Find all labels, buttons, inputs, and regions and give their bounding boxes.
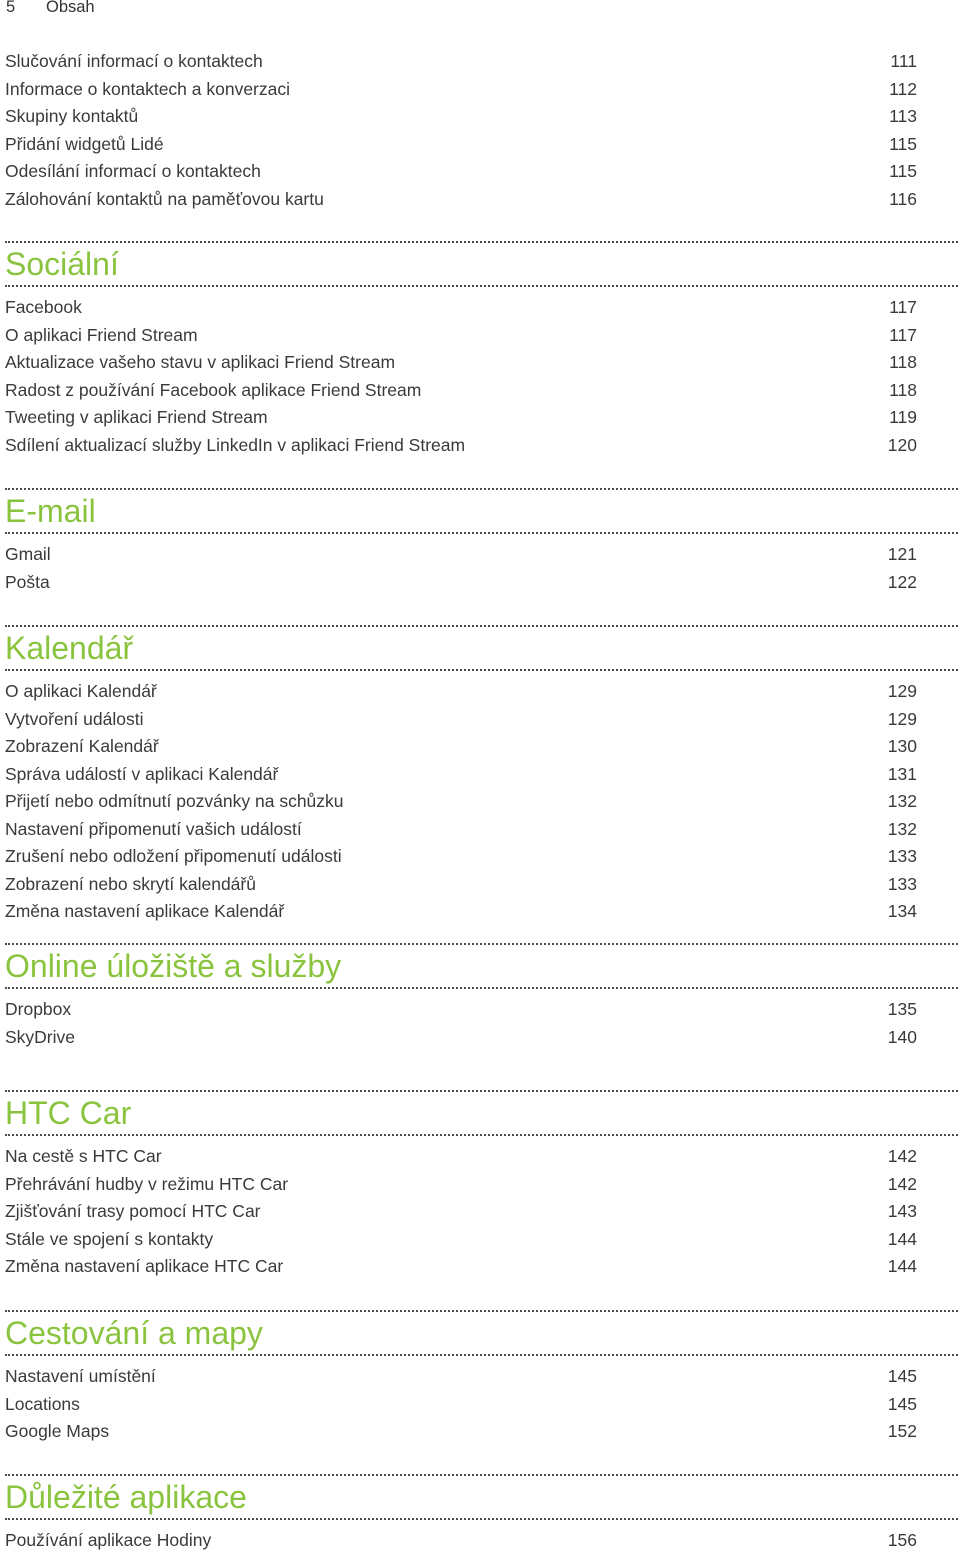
toc-entry[interactable] <box>5 1226 917 1253</box>
toc-entry-title: Zobrazení Kalendář <box>5 736 159 757</box>
page-header <box>6 0 95 17</box>
toc-entry[interactable] <box>5 322 917 349</box>
toc-entry[interactable] <box>5 158 917 185</box>
section-title[interactable]: Kalendář <box>5 630 134 666</box>
toc-entry-title: Tweeting v aplikaci Friend Stream <box>5 407 268 428</box>
toc-entry-page: 143 <box>887 1201 917 1222</box>
toc-entry-title: Radost z používání Facebook aplikace Friend Stream <box>5 379 422 400</box>
toc-entry-title: Aktualizace vašeho stavu v aplikaci Friend Stream <box>5 352 396 373</box>
toc-entry[interactable] <box>5 678 917 705</box>
toc-entry-title: Locations <box>5 1393 80 1414</box>
toc-entry-page: 145 <box>887 1366 917 1386</box>
toc-entry-page: 112 <box>889 78 917 99</box>
toc-entry-title: Skupiny kontaktů <box>5 106 139 127</box>
toc-entry-title: Přehrávání hudby v režimu HTC Car <box>5 1173 289 1194</box>
toc-entry-page: 142 <box>887 1173 917 1194</box>
toc-entry-title: Nastavení připomenutí vašich událostí <box>5 818 302 839</box>
section-title[interactable]: HTC Car <box>5 1095 132 1131</box>
toc-entry-title: Změna nastavení aplikace HTC Car <box>5 1256 284 1277</box>
toc-entry-page: 118 <box>889 352 917 373</box>
toc-entry-title: Správa událostí v aplikaci Kalendář <box>5 763 279 784</box>
toc-entry[interactable] <box>5 761 917 788</box>
toc-entry-title: Přidání widgetů Lidé <box>5 133 164 154</box>
section-divider-bottom <box>5 669 958 671</box>
toc-entry-page: 130 <box>887 736 917 757</box>
toc-entry-page: 144 <box>887 1228 917 1249</box>
toc-entry-page: 133 <box>887 846 917 867</box>
toc-entry[interactable] <box>5 1024 917 1051</box>
toc-entry-page: 118 <box>889 379 917 400</box>
section-divider-bottom <box>5 532 958 534</box>
toc-entry[interactable] <box>5 996 917 1023</box>
toc-entry-page: 140 <box>887 1026 917 1047</box>
section-divider-bottom <box>5 987 958 989</box>
toc-entry[interactable] <box>5 349 917 376</box>
toc-entry[interactable] <box>5 131 917 158</box>
section-divider-top <box>5 1474 958 1476</box>
toc-entry-title: Google Maps <box>5 1421 110 1442</box>
toc-entry[interactable] <box>5 1418 917 1445</box>
section-divider-bottom <box>5 285 958 287</box>
toc-entry-page: 132 <box>887 818 917 839</box>
section-title[interactable]: Online úložiště a služby <box>5 948 342 984</box>
toc-entry[interactable] <box>5 733 917 760</box>
toc-entry-title: Pošta <box>5 571 50 592</box>
toc-entry-title: Odesílání informací o kontaktech <box>5 161 261 182</box>
toc-entry-page: 113 <box>889 106 917 127</box>
toc-entry-page: 144 <box>887 1256 917 1277</box>
toc-entry[interactable] <box>5 404 917 431</box>
section-divider-top <box>5 241 958 243</box>
toc-entry-title: Změna nastavení aplikace Kalendář <box>5 901 285 922</box>
toc-entry[interactable] <box>5 816 917 843</box>
section-divider-top <box>5 488 958 490</box>
toc-entry-page: 121 <box>887 544 917 564</box>
toc-entry-page: 120 <box>887 434 917 455</box>
toc-entry-title: Facebook <box>5 297 82 317</box>
toc-entry-title: Zobrazení nebo skrytí kalendářů <box>5 873 256 894</box>
toc-entry-title: Přijetí nebo odmítnutí pozvánky na schůzku <box>5 791 344 812</box>
toc-entry-page: 116 <box>889 188 917 209</box>
toc-entry-page: 111 <box>890 51 917 71</box>
toc-entry-title: Nastavení umístění <box>5 1366 156 1386</box>
toc-entry-page: 119 <box>889 407 917 428</box>
toc-entry-title: Na cestě s HTC Car <box>5 1146 162 1166</box>
toc-entry[interactable] <box>5 76 917 103</box>
toc-entry[interactable] <box>5 1363 917 1390</box>
toc-entry-page: 129 <box>887 681 917 701</box>
toc-entry-title: SkyDrive <box>5 1026 76 1047</box>
toc-entry-page: 133 <box>887 873 917 894</box>
toc-entry-page: 142 <box>887 1146 917 1166</box>
toc-entry[interactable] <box>5 871 917 898</box>
toc-entry[interactable] <box>5 103 917 130</box>
toc-entry[interactable] <box>5 706 917 733</box>
toc-entry-title: Zrušení nebo odložení připomenutí události <box>5 846 342 867</box>
section-divider-top <box>5 625 958 627</box>
toc-entry[interactable] <box>5 1143 917 1170</box>
toc-entry-title: Sdílení aktualizací služby LinkedIn v aplikaci Friend Stream <box>5 434 466 455</box>
toc-entry-title: Zjišťování trasy pomocí HTC Car <box>5 1201 261 1222</box>
page-number: 5 <box>6 0 16 16</box>
toc-entry[interactable] <box>5 186 917 213</box>
toc-entry[interactable] <box>5 1391 917 1418</box>
section-title[interactable]: Důležité aplikace <box>5 1479 247 1515</box>
section-divider-top <box>5 1090 958 1092</box>
section-divider-top <box>5 1310 958 1312</box>
toc-entry-title: Dropbox <box>5 999 72 1019</box>
toc-entry-title: Informace o kontaktech a konverzaci <box>5 78 291 99</box>
toc-entry-title: Vytvoření události <box>5 708 144 729</box>
toc-entry-page: 122 <box>887 571 917 592</box>
toc-entry-page: 117 <box>889 324 917 345</box>
toc-entry-page: 156 <box>887 1530 917 1550</box>
toc-entry-title: O aplikaci Kalendář <box>5 681 157 701</box>
toc-entry-title: Zálohování kontaktů na paměťovou kartu <box>5 188 324 209</box>
section-divider-top <box>5 943 958 945</box>
section-divider-bottom <box>5 1518 958 1520</box>
toc-entry-page: 132 <box>887 791 917 812</box>
toc-entry[interactable] <box>5 1527 917 1554</box>
toc-entry-page: 115 <box>889 161 917 182</box>
toc-entry[interactable] <box>5 898 917 925</box>
page-header-title: Obsah <box>46 0 95 16</box>
toc-entry[interactable] <box>5 377 917 404</box>
toc-entry[interactable] <box>5 788 917 815</box>
toc-entry[interactable] <box>5 843 917 870</box>
toc-entry[interactable] <box>5 1171 917 1198</box>
toc-entry-title: Stále ve spojení s kontakty <box>5 1228 214 1249</box>
toc-entry-title: Používání aplikace Hodiny <box>5 1530 212 1550</box>
toc-entry-page: 129 <box>887 708 917 729</box>
toc-entry[interactable] <box>5 294 917 321</box>
toc-entry-page: 145 <box>887 1393 917 1414</box>
toc-entry-title: Gmail <box>5 544 51 564</box>
toc-entry-page: 135 <box>887 999 917 1019</box>
toc-entry[interactable] <box>5 541 917 568</box>
toc-entry[interactable] <box>5 1198 917 1225</box>
toc-entry[interactable] <box>5 1253 917 1280</box>
toc-entry-page: 152 <box>887 1421 917 1442</box>
toc-entry-page: 117 <box>889 297 917 317</box>
toc-entry[interactable] <box>5 48 917 75</box>
toc-entry-page: 115 <box>889 133 917 154</box>
toc-entry-page: 131 <box>887 763 917 784</box>
toc-entry[interactable] <box>5 432 917 459</box>
section-title[interactable]: Sociální <box>5 246 119 282</box>
section-title[interactable]: Cestování a mapy <box>5 1315 263 1351</box>
section-divider-bottom <box>5 1354 958 1356</box>
toc-entry-page: 134 <box>887 901 917 922</box>
toc-entry-title: O aplikaci Friend Stream <box>5 324 198 345</box>
section-divider-bottom <box>5 1134 958 1136</box>
section-title[interactable]: E-mail <box>5 493 96 529</box>
toc-entry[interactable] <box>5 569 917 596</box>
toc-entry-title: Slučování informací o kontaktech <box>5 51 263 71</box>
